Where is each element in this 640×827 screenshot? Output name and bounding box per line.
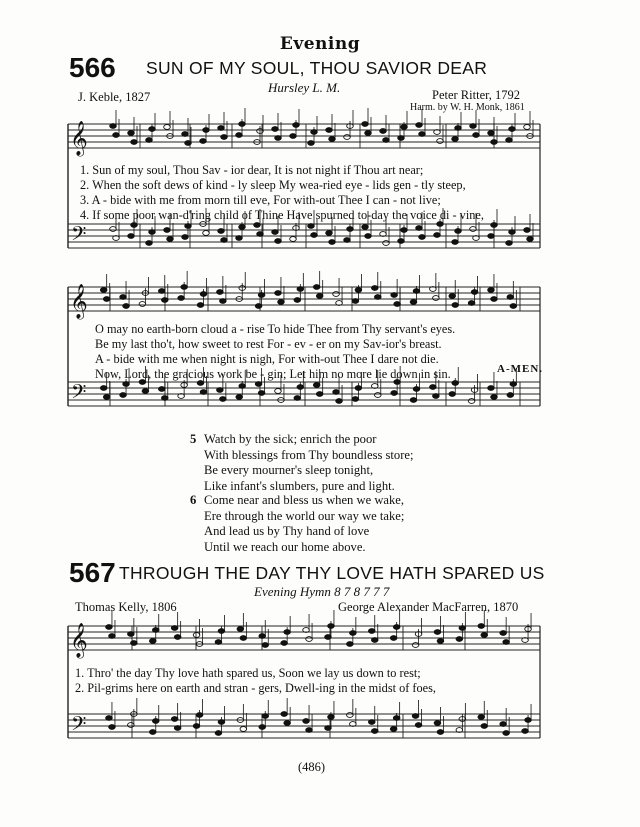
lyric-566-s1-v2: 2. When the soft dews of kind - ly sleep My wea-ried eye - lids gen - tly steep, <box>80 178 466 192</box>
composer-credit-567: George Alexander MacFarren, 1870 <box>338 600 519 614</box>
lyric-566-s2-v4: Now, Lord, the gracious work be - gin; Let him no more lie down in sin. <box>95 367 451 381</box>
hymn-title-567: THROUGH THE DAY THY LOVE HATH SPARED US <box>119 563 545 583</box>
lyric-566-s1-v4: 4. If some poor wan-d'ring child of Thine Have spurned to-day the voice di - vine, <box>80 208 484 222</box>
section-heading: Evening <box>279 34 361 54</box>
stanza-line: Come near and bless us when we wake, <box>204 493 405 507</box>
tune-name-567: Evening Hymn 8 7 8 7 7 7 <box>254 584 390 599</box>
stanza-line: Watch by the sick; enrich the poor <box>204 432 377 446</box>
svg-text:𝄞: 𝄞 <box>70 623 88 658</box>
stanza-number: 5 <box>190 432 197 446</box>
lyric-566-s2-v2: Be my last tho't, how sweet to rest For - ev - er on my Sav-ior's breast. <box>95 337 442 351</box>
author-credit-566: J. Keble, 1827 <box>78 90 151 104</box>
lyric-567-v2: 2. Pil-grims here on earth and stran - gers, Dwell-ing in the midst of foes, <box>75 681 436 695</box>
svg-text:𝄢: 𝄢 <box>71 222 87 250</box>
hymn-title-566: SUN OF MY SOUL, THOU SAVIOR DEAR <box>146 58 488 78</box>
lyric-566-s2-v1: O may no earth-born cloud a - rise To hide Thee from Thy servant's eyes. <box>95 322 456 336</box>
hymn-number-566: 566 <box>69 52 116 83</box>
stanza-6 <box>190 493 404 555</box>
tune-name-566: Hursley L. M. <box>268 80 341 95</box>
author-credit-567: Thomas Kelly, 1806 <box>75 600 177 614</box>
stanza-line: Like infant's slumbers, pure and light. <box>204 478 395 493</box>
stanza-line: With blessings from Thy boundless store; <box>204 447 414 462</box>
stanza-5 <box>190 432 414 494</box>
lyric-567-v1: 1. Thro' the day Thy love hath spared us, Soon we lay us down to rest; <box>75 666 421 680</box>
svg-text:𝄢: 𝄢 <box>71 712 87 740</box>
svg-text:𝄞: 𝄞 <box>70 121 88 156</box>
svg-text:𝄢: 𝄢 <box>71 380 87 408</box>
composer-credit-566: Peter Ritter, 1792 <box>432 88 521 102</box>
arranger-credit-566: Harm. by W. H. Monk, 1861 <box>410 102 525 113</box>
lyric-566-s1-v1: 1. Sun of my soul, Thou Sav - ior dear, It is not night if Thou art near; <box>80 163 424 177</box>
stanza-line: Be every mourner's sleep tonight, <box>204 463 374 477</box>
hymn-number-567: 567 <box>69 557 116 588</box>
page-number: (486) <box>298 760 326 774</box>
stanza-line: And lead us by Thy hand of love <box>204 524 370 538</box>
stanza-line: Ere through the world our way we take; <box>204 508 405 523</box>
amen-label: A-MEN. <box>497 363 544 375</box>
stanza-line: Until we reach our home above. <box>204 539 366 554</box>
lyric-566-s2-v3: A - bide with me when night is nigh, For with-out Thee I dare not die. <box>95 352 439 366</box>
stanza-number: 6 <box>190 493 197 507</box>
lyric-566-s1-v3: 3. A - bide with me from morn till eve, For with-out Thee I can - not live; <box>80 193 441 207</box>
svg-text:𝄞: 𝄞 <box>70 284 88 319</box>
